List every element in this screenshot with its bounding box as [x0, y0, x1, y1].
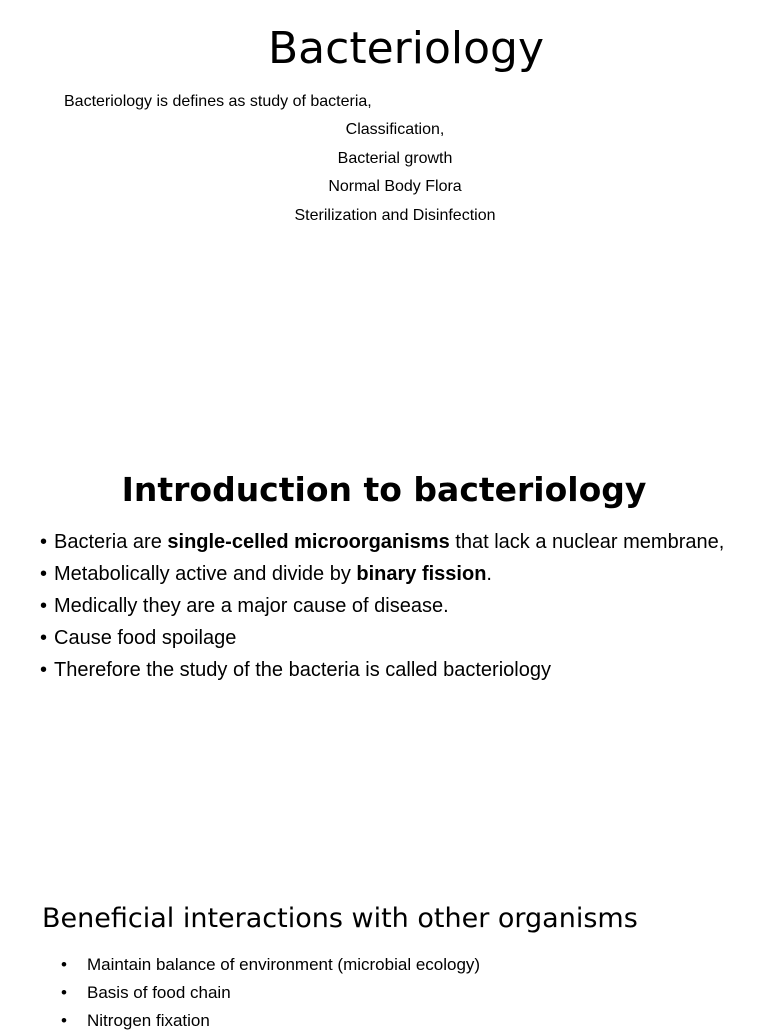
bullet-text: Maintain balance of environment (microbial ecology)	[87, 955, 481, 974]
bullet-item	[61, 953, 480, 977]
bullet-emphasis: single-celled microorganisms	[167, 531, 450, 553]
bullet-item	[61, 981, 231, 1005]
bullet-text: Nitrogen fixation	[87, 1011, 210, 1030]
bullet-item	[61, 1009, 210, 1033]
bullet-emphasis: binary fission	[356, 563, 487, 585]
bullet-icon: •	[40, 627, 48, 649]
bacteriology-definition: Bacteriology is defines as study of bacteria,	[64, 93, 372, 110]
bullet-item	[40, 592, 449, 620]
bullet-text: Medically they are a major cause of disease.	[54, 595, 449, 617]
bullet-icon: •	[61, 1011, 67, 1030]
topic-item: Sterilization and Disinfection	[294, 207, 496, 224]
bullet-text: Cause food spoilage	[54, 627, 237, 649]
slide-title-beneficial-interactions: Beneficial interactions with other organisms	[42, 903, 638, 934]
bullet-item	[40, 560, 492, 588]
bullet-icon: •	[40, 563, 48, 585]
bullet-text: Metabolically active and divide by	[54, 563, 357, 585]
bullet-icon: •	[61, 955, 67, 974]
bullet-item	[40, 656, 551, 684]
bullet-icon: •	[40, 659, 48, 681]
bullet-icon: •	[40, 531, 48, 553]
bullet-item	[40, 528, 724, 556]
topic-item: Bacterial growth	[337, 150, 453, 167]
bullet-text: Basis of food chain	[87, 983, 231, 1002]
bullet-text: Therefore the study of the bacteria is called bacteriology	[54, 659, 551, 681]
topic-item: Normal Body Flora	[328, 178, 462, 195]
bullet-item	[40, 624, 236, 652]
bullet-icon: •	[40, 595, 48, 617]
slide-title-bacteriology: Bacteriology	[267, 23, 544, 74]
bullet-text: that lack a nuclear membrane,	[449, 531, 725, 553]
bullet-text: Bacteria are	[54, 531, 168, 553]
topic-item: Classification,	[345, 121, 445, 138]
bullet-text: .	[486, 563, 492, 585]
slide-title-introduction: Introduction to bacteriology	[121, 470, 647, 509]
bullet-icon: •	[61, 983, 67, 1002]
